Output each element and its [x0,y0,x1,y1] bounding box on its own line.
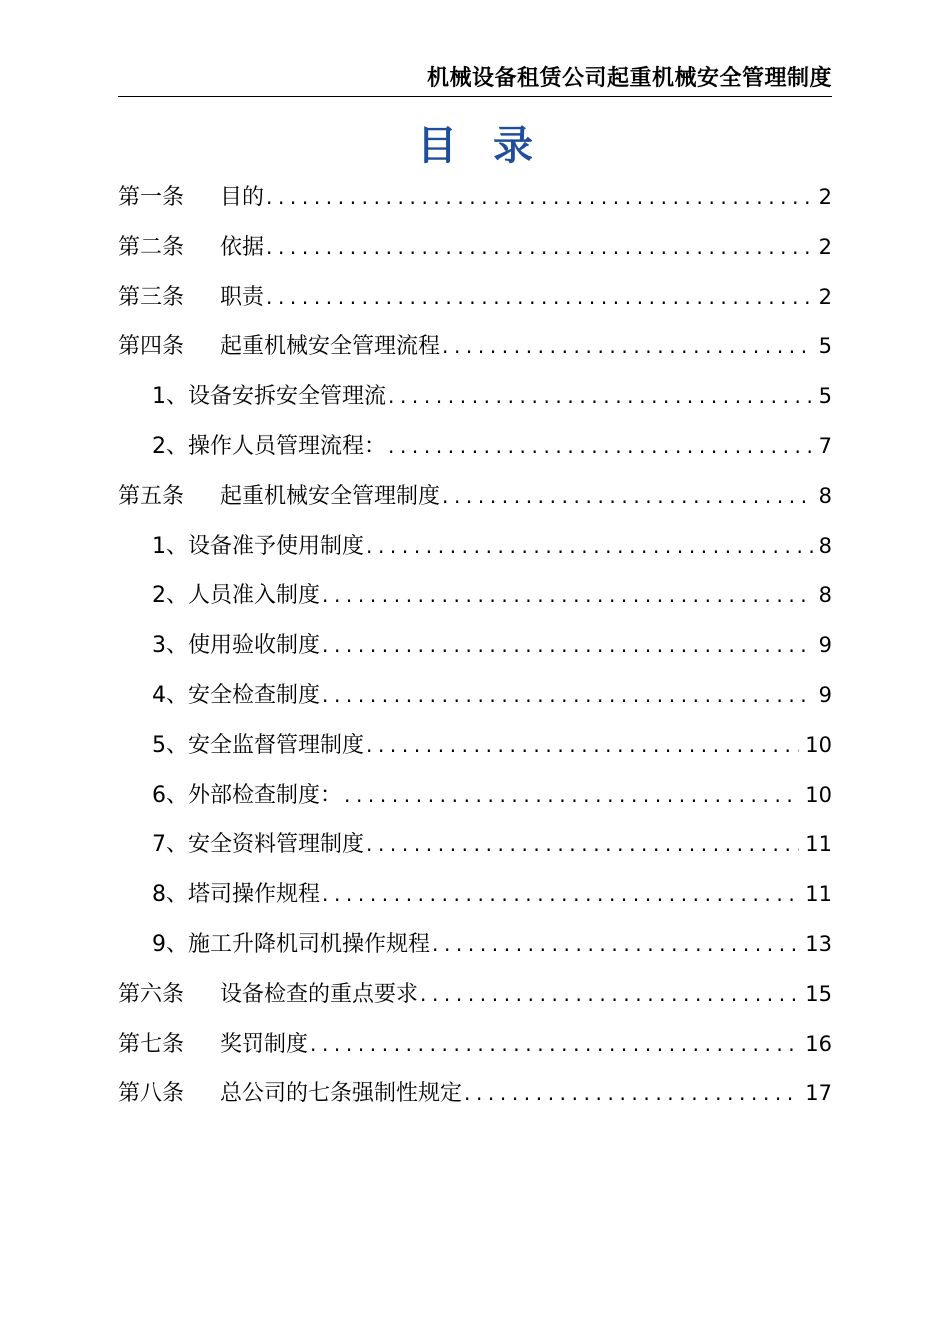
toc-entry-page-number: 11 [805,882,832,907]
toc-subentry[interactable] [118,674,832,724]
toc-entry-label: 1、设备安拆安全管理流 [152,384,386,410]
toc-list [118,176,832,1122]
toc-dot-leader [266,276,813,318]
toc-entry-label: 9、施工升降机司机操作规程 [152,931,430,957]
toc-entry-number: 第二条 [118,234,185,260]
toc-entry-label: 8、塔司操作规程 [152,882,320,908]
toc-dot-leader [442,475,813,517]
toc-dot-leader [266,226,813,268]
toc-entry-label: 7、安全资料管理制度 [152,832,364,858]
toc-dot-leader [366,525,813,567]
toc-entry[interactable] [118,1072,832,1122]
toc-dot-leader [388,425,813,467]
toc-subentry[interactable] [118,525,832,575]
toc-entry-label: 目的 [220,185,265,210]
toc-entry-page-number: 8 [818,583,832,608]
toc-entry-label: 4、安全检查制度 [152,682,320,708]
toc-dot-leader [420,973,799,1015]
document-header-title: 机械设备租赁公司起重机械安全管理制度 [426,66,832,91]
toc-entry-page-number: 9 [818,633,832,658]
toc-entry-page-number: 17 [805,1081,832,1106]
toc-entry-number: 第五条 [118,483,185,509]
toc-entry-number: 第四条 [118,334,185,360]
toc-dot-leader [322,674,813,716]
toc-dot-leader [432,923,799,965]
toc-entry-label: 起重机械安全管理流程 [220,334,441,360]
toc-entry-label: 6、外部检查制度： [152,782,342,808]
toc-entry-page-number: 2 [818,185,832,209]
toc-subentry[interactable] [118,574,832,624]
toc-dot-leader [366,724,799,766]
toc-entry-number: 第三条 [118,284,185,310]
toc-entry[interactable] [118,325,832,375]
toc-entry-page-number: 9 [818,682,832,707]
toc-entry[interactable] [118,1023,832,1073]
toc-entry-label: 奖罚制度 [220,1031,309,1057]
toc-entry[interactable] [118,973,832,1023]
toc-title: 目录 [417,123,569,169]
toc-subentry[interactable] [118,724,832,774]
toc-entry-page-number: 16 [805,1031,832,1056]
toc-entry-label: 1、设备准予使用制度 [152,533,364,559]
toc-entry-label: 设备检查的重点要求 [220,981,419,1007]
toc-entry[interactable] [118,176,832,226]
toc-entry-number: 第一条 [118,185,185,210]
toc-entry-page-number: 2 [818,284,832,309]
toc-entry-label: 3、使用验收制度 [152,633,320,659]
toc-dot-leader [310,1023,799,1065]
toc-entry-number: 第八条 [118,1081,185,1107]
toc-entry-page-number: 2 [818,234,832,259]
toc-entry-page-number: 11 [805,832,832,857]
toc-entry-page-number: 8 [818,483,832,508]
toc-entry-page-number: 15 [805,981,832,1006]
toc-entry[interactable] [118,226,832,276]
toc-subentry[interactable] [118,873,832,923]
toc-entry[interactable] [118,276,832,326]
toc-subentry[interactable] [118,624,832,674]
toc-dot-leader [344,774,799,816]
toc-entry-page-number: 10 [805,732,832,757]
toc-entry-number: 第六条 [118,981,185,1007]
toc-entry-page-number: 7 [818,433,832,458]
toc-dot-leader [366,823,799,865]
toc-entry-number: 第七条 [118,1031,185,1057]
page-header [118,64,832,97]
toc-dot-leader [322,574,813,616]
toc-subentry[interactable] [118,375,832,425]
toc-entry-page-number: 13 [805,931,832,956]
toc-entry-page-number: 5 [818,384,832,409]
toc-entry-label: 职责 [220,284,265,310]
toc-dot-leader [442,325,813,367]
toc-entry-page-number: 5 [818,334,832,359]
toc-entry-label: 依据 [220,234,265,260]
toc-subentry[interactable] [118,425,832,475]
toc-entry-page-number: 8 [818,533,832,558]
toc-entry-label: 2、操作人员管理流程： [152,433,386,459]
toc-dot-leader [464,1072,799,1114]
toc-entry-label: 起重机械安全管理制度 [220,483,441,509]
toc-entry-label: 5、安全监督管理制度 [152,732,364,758]
toc-subentry[interactable] [118,774,832,824]
toc-entry-page-number: 10 [805,782,832,807]
toc-subentry[interactable] [118,923,832,973]
toc-dot-leader [266,176,813,218]
toc-dot-leader [322,624,813,666]
toc-entry-label: 总公司的七条强制性规定 [220,1081,463,1107]
toc-dot-leader [388,375,813,417]
toc-entry[interactable] [118,475,832,525]
toc-subentry[interactable] [118,823,832,873]
toc-dot-leader [322,873,799,915]
toc-entry-label: 2、人员准入制度 [152,583,320,609]
